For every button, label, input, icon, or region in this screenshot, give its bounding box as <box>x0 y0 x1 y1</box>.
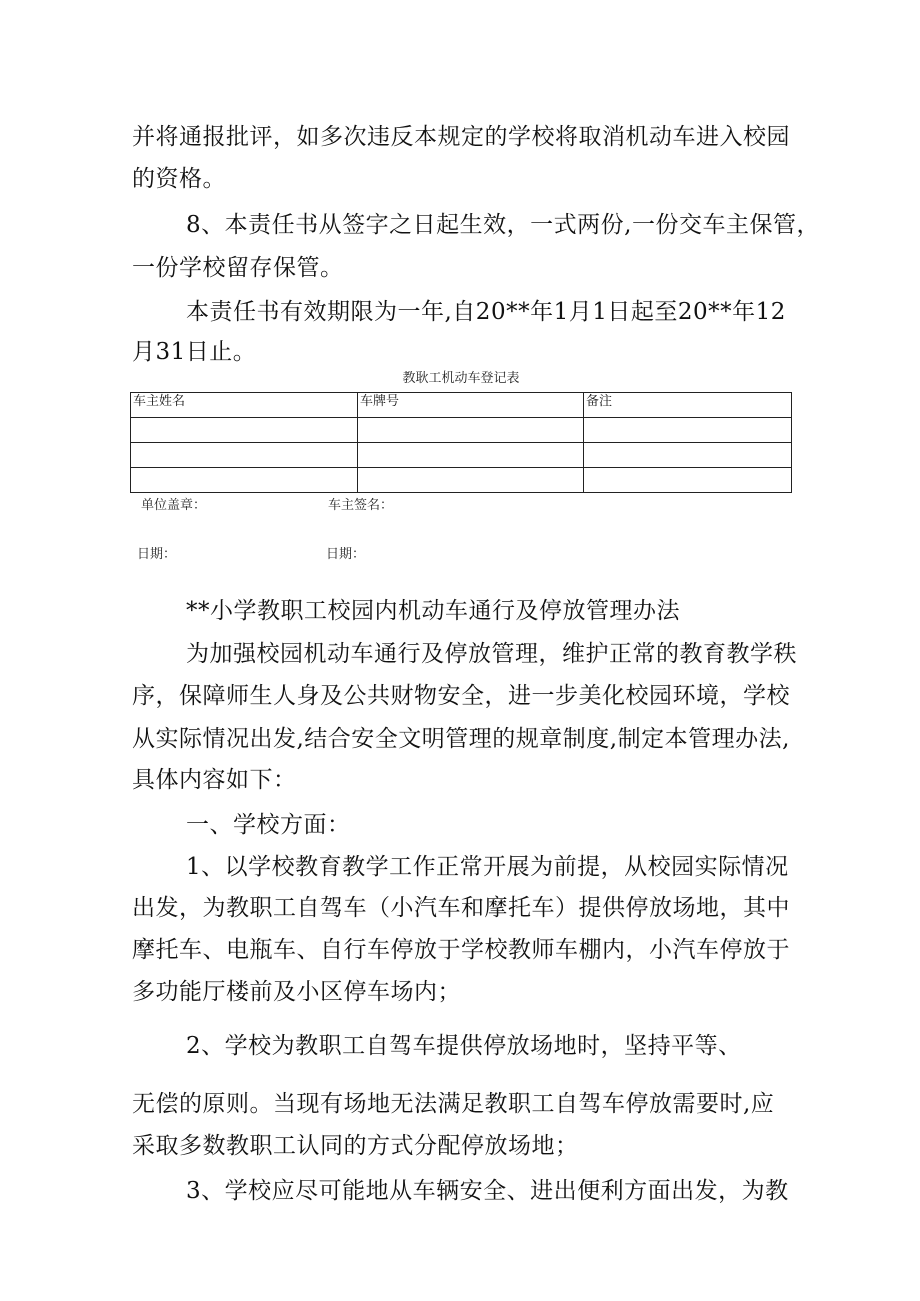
para-line: 摩托车、电瓶车、自行车停放于学校教师车棚内，小汽车停放于 <box>132 937 790 963</box>
table-cell[interactable] <box>131 443 358 468</box>
table-row <box>131 418 792 443</box>
table-cell[interactable] <box>584 468 792 493</box>
para-line: 2、学校为教职工自驾车提供停放场地时，坚持平等、 <box>186 1033 742 1059</box>
table-cell[interactable] <box>131 418 358 443</box>
para-line: 并将通报批评，如多次违反本规定的学校将取消机动车进入校园 <box>132 124 790 150</box>
section-heading: 一、学校方面： <box>186 812 351 838</box>
para-line: 3、学校应尽可能地从车辆安全、进出便利方面出发，为教 <box>186 1178 789 1204</box>
para-line: 的资格。 <box>132 166 226 192</box>
table-caption: 教耿工机动车登记表 <box>402 371 520 386</box>
table-header-row <box>131 393 792 418</box>
header-owner-name: 车主姓名 <box>131 393 358 418</box>
para-line: 出发，为教职工自驾车（小汽车和摩托车）提供停放场地，其中 <box>132 895 790 921</box>
para-line: 多功能厅楼前及小区停车场内； <box>132 979 461 1005</box>
header-plate-number: 车牌号 <box>358 393 584 418</box>
para-line: 序，保障师生人身及公共财物安全，进一步美化校园环境，学校 <box>132 683 790 709</box>
para-line: 无偿的原则。当现有场地无法满足教职工自驾车停放需要时,应 <box>132 1091 775 1117</box>
table-row <box>131 468 792 493</box>
table-cell[interactable] <box>358 418 584 443</box>
para-line: 8、本责任书从签字之日起生效，一式两份,一份交车主保管， <box>186 212 820 238</box>
date-label-left: 日期： <box>137 547 177 562</box>
owner-signature-label: 车主签名： <box>328 498 394 513</box>
para-line: 采取多数教职工认同的方式分配停放场地； <box>132 1133 579 1159</box>
unit-seal-label: 单位盖章： <box>141 498 207 513</box>
para-line: 一份学校留存保管。 <box>132 255 344 281</box>
para-line: 1、以学校教育教学工作正常开展为前提，从校园实际情况 <box>186 854 789 880</box>
header-remarks: 备注 <box>584 393 792 418</box>
table-cell[interactable] <box>358 443 584 468</box>
para-line: 为加强校园机动车通行及停放管理，维护正常的教育教学秩 <box>186 641 797 667</box>
para-line: 本责任书有效期限为一年,自20**年1月1日起至20**年12 <box>186 299 786 325</box>
registration-table <box>130 392 792 493</box>
para-line: 月31日止。 <box>132 339 257 365</box>
table-cell[interactable] <box>584 443 792 468</box>
table-cell[interactable] <box>584 418 792 443</box>
table-row <box>131 443 792 468</box>
table-cell[interactable] <box>131 468 358 493</box>
para-line: 具体内容如下： <box>132 767 297 793</box>
date-label-right: 日期： <box>326 547 366 562</box>
table-cell[interactable] <box>358 468 584 493</box>
para-line: 从实际情况出发,结合安全文明管理的规章制度,制定本管理办法, <box>132 726 790 752</box>
section-title: **小学教职工校园内机动车通行及停放管理办法 <box>186 598 680 624</box>
